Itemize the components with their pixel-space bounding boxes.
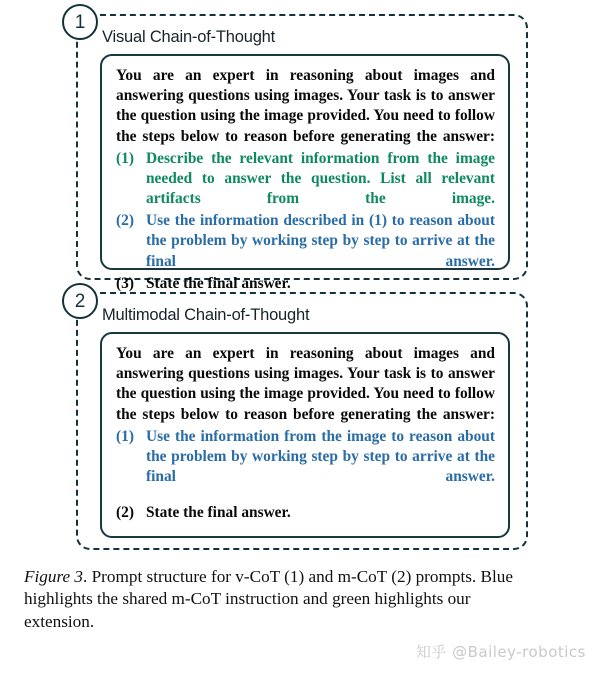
step-text: Use the information described in (1) to reason about the problem by working step by step to arrive at the final answer. (146, 212, 495, 270)
step-number: (3) (116, 274, 134, 292)
step-number: (2) (116, 504, 134, 522)
prompt-intro-2: You are an expert in reasoning about images and answering questions using images. Your task is to answer the question using the image provided. You need to follow the steps below to reason before generating the answer: (116, 345, 495, 423)
step-text: State the final answer. (146, 274, 291, 292)
prompt-steps-1 (116, 149, 495, 294)
panel-multimodal-chain-of-thought (76, 292, 528, 550)
step-number: (1) (116, 149, 134, 167)
prompt-box-2 (100, 332, 510, 538)
panel-badge-2: 2 (62, 283, 98, 319)
step-number: (1) (116, 427, 134, 445)
step-text: State the final answer. (146, 504, 291, 522)
panel-visual-chain-of-thought (76, 14, 528, 292)
prompt-step (116, 503, 495, 523)
step-text: Use the information from the image to reason about the problem by working step by step to arrive at the final answer. (146, 427, 495, 486)
figure-caption (24, 566, 544, 633)
watermark: 知乎 @Bailey-robotics (415, 643, 586, 661)
prompt-step (116, 274, 495, 294)
step-text: Describe the relevant information from the image needed to answer the question. List all relevant artifacts from the image. (146, 149, 495, 208)
panel-title-1: Visual Chain-of-Thought (102, 28, 276, 46)
step-number: (2) (116, 212, 134, 230)
prompt-step (116, 427, 495, 488)
prompt-steps-2 (116, 427, 495, 524)
prompt-box-1 (100, 54, 510, 292)
prompt-step (116, 149, 495, 210)
figure-caption-text: . Prompt structure for v-CoT (1) and m-CoT (2) prompts. Blue highlights the shared m-CoT instruction and green highlights our extension. (24, 567, 513, 631)
panel-badge-1: 1 (62, 4, 98, 40)
prompt-step (116, 211, 495, 272)
panel-title-2: Multimodal Chain-of-Thought (102, 306, 310, 324)
figure-caption-label: Figure 3 (24, 567, 84, 586)
prompt-intro-1: You are an expert in reasoning about images and answering questions using images. Your task is to answer the question using the image provided. You need to follow the steps below to reason before generating the answer: (116, 67, 495, 145)
